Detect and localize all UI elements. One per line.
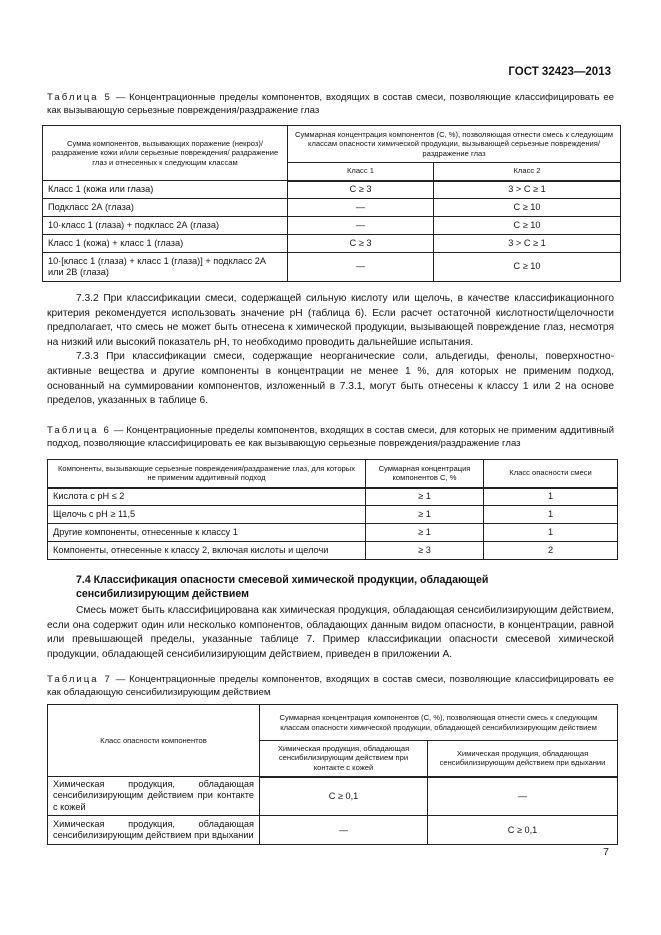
page-number: 7 [603, 846, 609, 858]
table6-caption-label: Таблица 6 [47, 425, 111, 436]
table5-caption-text: — Концентрационные пределы компонентов, входящих в состав смеси, позволяющие классифицировать ее как вызывающую серьезные повреждения/раздражение глаз [47, 92, 614, 116]
table7-col3-header: Химическая продукция, обладающая сенсибилизирующим действием при вдыхании [428, 741, 618, 777]
table7-cell-skin: С ≥ 0,1 [260, 777, 428, 816]
table5-cell-class1: — [288, 199, 434, 217]
table7-cell-inhal: — [428, 777, 618, 816]
table-row [48, 816, 618, 845]
table6-col1-header: Компоненты, вызывающие серьезные повреждения/раздражение глаз, для которых не применим аддитивный подход [48, 460, 366, 488]
table6-cell-class: 1 [484, 506, 618, 524]
table6-caption [47, 425, 614, 450]
table6-cell-class: 1 [484, 524, 618, 542]
table6-cell-class: 2 [484, 542, 618, 560]
paragraph-7-3-3: 7.3.3 При классификации смеси, содержащие неорганические соли, альдегиды, фенолы, поверхностно-активные вещества и другие компоненты в концентрации не менее 1 %, для которых не применим подход, основанный на суммировании компонентов, изложенный в 7.3.1, могут быть отнесены к классу 1 или 2 на основе пределов, указанных в таблице 6. [47, 351, 614, 407]
table-row [48, 524, 618, 542]
table5-col1-header: Сумма компонентов, вызывающих поражение (некроз)/ раздражение кожи и/или серьезные повреждения/ раздражение глаз и отнесенных к следующим классам [43, 126, 288, 181]
table5-col3-header: Класс 2 [434, 163, 621, 181]
table5-cell-class1: — [288, 217, 434, 235]
section-7-4-title: 7.4 Классификация опасности смесевой химической продукции, обладающей сенсибилизирующим действием [76, 574, 489, 600]
table7-cell-skin: — [260, 816, 428, 845]
table6-cell-conc: ≥ 1 [366, 488, 484, 506]
table5-col2-header: Класс 1 [288, 163, 434, 181]
table-row [43, 217, 621, 235]
table5 [42, 125, 621, 282]
table6-cell-component: Кислота с pH ≤ 2 [48, 488, 366, 506]
table6-caption-text: — Концентрационные пределы компонентов, входящих в состав смеси, для которых не применим аддитивный подход, позволяющие классифицировать ее как вызывающую серьезные повреждения/раздражение глаз [47, 425, 614, 449]
table-row [48, 777, 618, 816]
table-row [43, 253, 621, 282]
table5-cell-class1: — [288, 253, 434, 282]
table6 [47, 459, 618, 560]
table6-cell-conc: ≥ 3 [366, 542, 484, 560]
table5-caption-label: Таблица 5 [47, 92, 112, 103]
paragraph-7-3-2: 7.3.2 При классификации смеси, содержащей сильную кислоту или щелочь, в качестве классификационного критерия рекомендуется использовать значение pH (таблица 6). Если расчет остаточной кислотности/щелочности предполагает, что смесь не может быть отнесена к химической продукции, вызывающей повреждение глаз, несмотря на низкий или высокий показатель pH, то необходимо проводить дальнейшие испытания. [47, 293, 614, 348]
document-header-id: ГОСТ 32423—2013 [508, 66, 611, 78]
table6-col2-header: Суммарная концентрация компонентов С, % [366, 460, 484, 488]
body-text-7-4 [47, 604, 614, 662]
table-row [48, 488, 618, 506]
table7-col2-header: Химическая продукция, обладающая сенсибилизирующим действием при контакте с кожей [260, 741, 428, 777]
table6-col3-header: Класс опасности смеси [484, 460, 618, 488]
table-row [43, 235, 621, 253]
table7-group-header: Суммарная концентрация компонентов (С, %), позволяющая отнести смесь к следующим классам опасности химической продукции, обладающей сенсибилизирующим действием [260, 705, 618, 741]
table6-cell-class: 1 [484, 488, 618, 506]
table6-cell-component: Щелочь с pH ≥ 11,5 [48, 506, 366, 524]
table5-cell-class2: С ≥ 10 [434, 199, 621, 217]
table5-cell-component: 10·класс 1 (глаза) + подкласс 2А (глаза) [43, 217, 288, 235]
table7 [47, 704, 618, 845]
table6-cell-component: Компоненты, отнесенные к классу 2, включая кислоты и щелочи [48, 542, 366, 560]
table5-cell-class2: 3 > С ≥ 1 [434, 235, 621, 253]
table6-cell-component: Другие компоненты, отнесенные к классу 1 [48, 524, 366, 542]
table-row [43, 181, 621, 199]
table5-cell-component: Класс 1 (кожа или глаза) [43, 181, 288, 199]
paragraph-7-4: Смесь может быть классифицирована как химическая продукция, обладающая сенсибилизирующим действием, если она содержит один или несколько компонентов, обладающих данным видом опасности, в концентрации, равной или превышающей пределы, указанные таблице 7. Пример классификации опасности смесевой химической продукции, обладающей сенсибилизирующим действием, приведен в приложении А. [47, 605, 614, 660]
table5-cell-component: 10·[класс 1 (глаза) + класс 1 (глаза)] + подкласс 2А или 2В (глаза) [43, 253, 288, 282]
table6-cell-conc: ≥ 1 [366, 506, 484, 524]
table5-cell-class2: С ≥ 10 [434, 253, 621, 282]
table5-group-header: Суммарная концентрация компонентов (С, %), позволяющая отнести смесь к следующим классам опасности химической продукции, вызывающей серьезные повреждения/раздражение глаз [288, 126, 621, 163]
table7-cell-component: Химическая продукция, обладающая сенсибилизирующим действием при вдыхании [48, 816, 260, 845]
table7-caption [47, 674, 614, 699]
table5-cell-class1: С ≥ 3 [288, 235, 434, 253]
table7-col1-header: Класс опасности компонентов [48, 705, 260, 777]
table5-cell-component: Класс 1 (кожа) + класс 1 (глаза) [43, 235, 288, 253]
table7-caption-text: — Концентрационные пределы компонентов, входящих в состав смеси, позволяющие классифицировать ее как обладающую сенсибилизирующим действием [47, 674, 614, 698]
table7-caption-label: Таблица 7 [47, 674, 112, 685]
table-row [48, 506, 618, 524]
table5-cell-component: Подкласс 2А (глаза) [43, 199, 288, 217]
table7-cell-inhal: С ≥ 0,1 [428, 816, 618, 845]
table5-cell-class1: С ≥ 3 [288, 181, 434, 199]
table7-cell-component: Химическая продукция, обладающая сенсибилизирующим действием при контакте с кожей [48, 777, 260, 816]
table-row [48, 542, 618, 560]
table6-cell-conc: ≥ 1 [366, 524, 484, 542]
table-row [43, 199, 621, 217]
table5-caption [47, 92, 614, 117]
table5-cell-class2: 3 > С ≥ 1 [434, 181, 621, 199]
table5-cell-class2: С ≥ 10 [434, 217, 621, 235]
body-text-7-3 [47, 292, 614, 409]
